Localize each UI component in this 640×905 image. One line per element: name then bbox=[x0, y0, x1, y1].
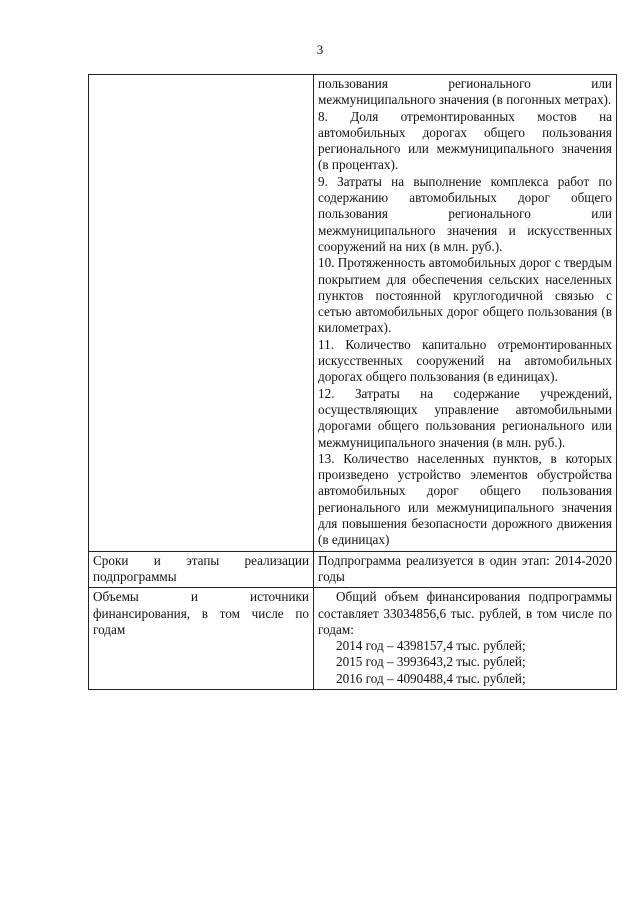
passport-table bbox=[88, 74, 617, 690]
funding-year: 2014 год – 4398157,4 тыс. рублей; bbox=[336, 638, 526, 654]
indicator-item: 8. Доля отремонтированных мостов на автомобильных дорогах общего пользования регионального или межмуниципального значения (в процентах). bbox=[318, 108, 612, 173]
indicator-item: 13. Количество населенных пунктов, в которых произведено устройство элементов обустройства автомобильных дорог общего пользования регионального или межмуниципального значения для повышения безопасности дорожного движения (в единицах) bbox=[318, 450, 612, 548]
row-label-cell bbox=[89, 75, 314, 552]
indicator-item: 9. Затраты на выполнение комплекса работ по содержанию автомобильных дорог общего пользования регионального или межмуниципального значения и искусственных сооружений на них (в млн. руб.). bbox=[318, 173, 612, 254]
table-row-indicators bbox=[89, 75, 617, 552]
row-label: Сроки и этапы реализации подпрограммы bbox=[93, 552, 309, 584]
indicator-item: пользования регионального или межмуниципального значения (в погонных метрах). bbox=[318, 76, 612, 108]
row-label: Объемы и источники финансирования, в том числе по годам bbox=[93, 589, 309, 637]
funding-year: 2015 год – 3993643,2 тыс. рублей; bbox=[336, 654, 526, 670]
indicator-item: 10. Протяженность автомобильных дорог с твердым покрытием для обеспечения сельских населенных пунктов постоянной круглогодичной связью с сетью автомобильных дорог общего пользования (в километрах). bbox=[318, 255, 612, 336]
terms-text: Подпрограмма реализуется в один этап: 2014-2020 годы bbox=[318, 552, 612, 584]
table-row-terms bbox=[89, 551, 617, 588]
funding-intro: Общий объем финансирования подпрограммы составляет 33034856,6 тыс. рублей, в том числе по годам: bbox=[318, 589, 612, 637]
funding-year: 2016 год – 4090488,4 тыс. рублей; bbox=[336, 670, 526, 686]
indicator-item: 11. Количество капитально отремонтированных искусственных сооружений на автомобильных дорогах общего пользования (в единицах). bbox=[318, 336, 612, 385]
row-label-cell bbox=[89, 551, 314, 588]
indicator-item: 12. Затраты на содержание учреждений, осуществляющих управление автомобильными дорогами общего пользования регионального или межмуниципального значения (в млн. руб.). bbox=[318, 385, 612, 450]
terms-cell bbox=[314, 551, 617, 588]
indicators-cell bbox=[314, 75, 617, 552]
page-number: 3 bbox=[316, 42, 324, 57]
row-label-cell bbox=[89, 588, 314, 690]
table-row-funding bbox=[89, 588, 617, 690]
funding-cell bbox=[314, 588, 617, 690]
